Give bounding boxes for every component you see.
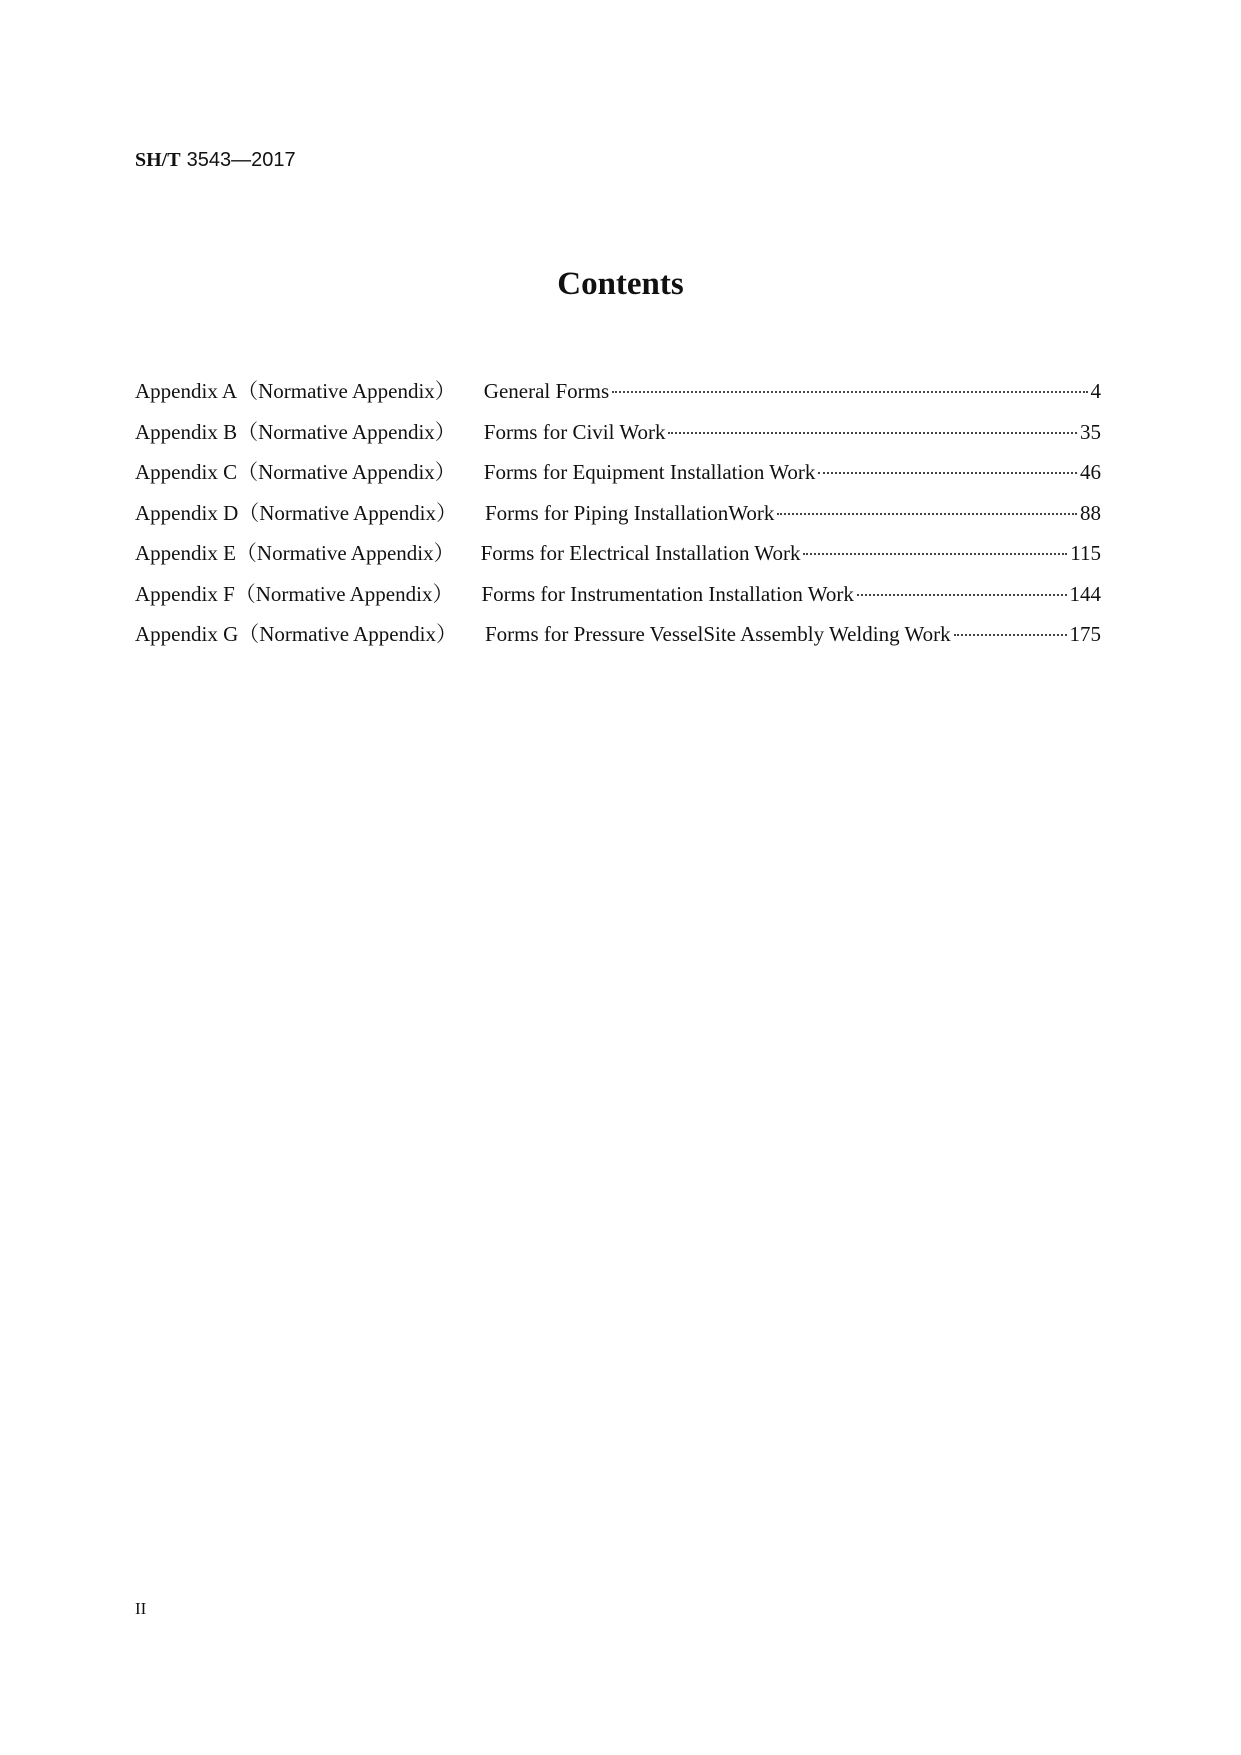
toc-entry-leader: [777, 513, 1077, 515]
document-code-prefix: SH/T: [135, 149, 181, 171]
toc-entry-appendix: Appendix A: [135, 379, 238, 403]
toc-entry-appendix-b[interactable]: [135, 418, 1101, 459]
toc-entry-appendix-c[interactable]: [135, 458, 1101, 499]
toc-entry-type: （Normative Appendix）: [237, 419, 456, 444]
toc-entry-title: Forms for Instrumentation Installation Work: [481, 581, 854, 606]
toc-entry-page: 46: [1080, 460, 1101, 484]
toc-entry-page: 4: [1090, 379, 1101, 403]
toc-entry-type: （Normative Appendix）: [238, 500, 457, 525]
page-title: Contents: [557, 266, 684, 302]
toc-entry-title: Forms for Equipment Installation Work: [483, 460, 816, 484]
toc-entry-leader: [668, 432, 1077, 434]
toc-entry-appendix-f[interactable]: [135, 580, 1101, 621]
toc-entry-leader: [803, 553, 1067, 555]
page-number: II: [135, 1599, 147, 1618]
toc-entry-appendix-a[interactable]: [135, 377, 1101, 418]
toc-entry-type: （Normative Appendix）: [235, 541, 455, 565]
toc-entry-type: （Normative Appendix）: [237, 460, 456, 484]
toc-entry-leader: [954, 634, 1067, 636]
toc-entry-appendix: Appendix G: [135, 622, 239, 646]
toc-entry-type: （Normative Appendix）: [238, 622, 457, 646]
document-code: [135, 147, 296, 173]
toc-entry-appendix: Appendix D: [135, 500, 239, 525]
toc-entry-appendix: Appendix B: [135, 419, 238, 444]
toc-entry-title: Forms for Electrical Installation Work: [480, 541, 801, 565]
toc-entry-title: General Forms: [483, 379, 610, 403]
toc-entry-leader: [612, 391, 1087, 393]
toc-entry-type: （Normative Appendix）: [234, 581, 454, 606]
toc-entry-appendix-e[interactable]: [135, 539, 1101, 580]
table-of-contents: [135, 377, 1101, 661]
toc-entry-page: 35: [1080, 419, 1101, 444]
toc-entry-page: 88: [1080, 500, 1101, 525]
toc-entry-page: 115: [1070, 541, 1101, 565]
toc-entry-appendix: Appendix E: [135, 541, 236, 565]
toc-entry-leader: [857, 594, 1067, 596]
toc-entry-page: 144: [1069, 581, 1101, 606]
toc-entry-appendix: Appendix F: [135, 581, 235, 606]
toc-entry-appendix: Appendix C: [135, 460, 238, 484]
toc-entry-title: Forms for Civil Work: [483, 419, 666, 444]
toc-entry-title: Forms for Pressure VesselSite Assembly Welding Work: [484, 622, 951, 646]
toc-entry-page: 175: [1069, 622, 1101, 646]
toc-entry-appendix-d[interactable]: [135, 499, 1101, 540]
toc-entry-type: （Normative Appendix）: [237, 379, 456, 403]
toc-entry-leader: [818, 472, 1077, 474]
toc-entry-title: Forms for Piping InstallationWork: [484, 500, 775, 525]
toc-entry-appendix-g[interactable]: [135, 620, 1101, 661]
document-code-number: 3543—2017: [186, 149, 296, 171]
